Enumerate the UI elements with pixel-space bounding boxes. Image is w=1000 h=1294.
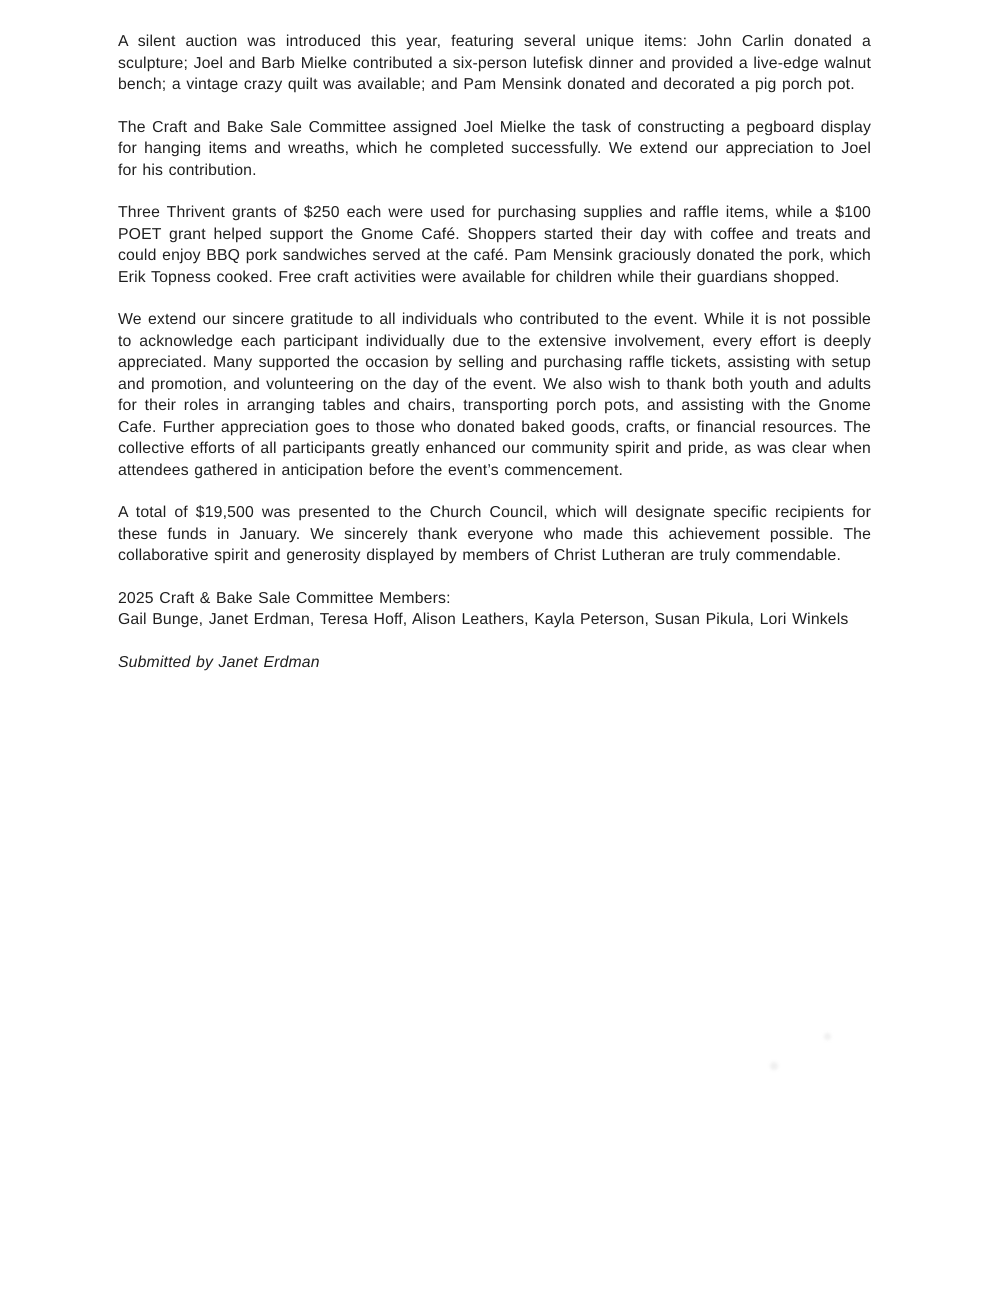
document-body [118,31,871,673]
paragraph-pegboard-display: The Craft and Bake Sale Committee assigned Joel Mielke the task of constructing a pegboard display for hanging items and wreaths, which he completed successfully. We extend our appreciation to Joel for his contribution. [118,118,871,179]
paragraph-grants-cafe: Three Thrivent grants of $250 each were used for purchasing supplies and raffle items, while a $100 POET grant helped support the Gnome Café. Shoppers started their day with coffee and treats and could enjoy BBQ pork sandwiches served at the café. Pam Mensink graciously donated the pork, which Erik Topness cooked. Free craft activities were available for children while their guardians shopped. [118,204,871,286]
submitted-by-line: Submitted by Janet Erdman [118,653,320,671]
scan-artifact [824,1033,831,1040]
scan-artifact [770,1062,778,1070]
paragraph-total-presented: A total of $19,500 was presented to the Church Council, which will designate specific recipients for these funds in January. We sincerely thank everyone who made this achievement possible. The collaborative spirit and generosity displayed by members of Christ Lutheran are truly commendable. [118,504,871,564]
paragraph-silent-auction: A silent auction was introduced this year, featuring several unique items: John Carlin donated a sculpture; Joel and Barb Mielke contributed a six-person lutefisk dinner and provided a live-edge walnut bench; a vintage crazy quilt was available; and Pam Mensink donated and decorated a pig porch pot. [118,33,871,93]
committee-members-heading: 2025 Craft & Bake Sale Committee Members: [118,589,451,607]
paragraph-gratitude: We extend our sincere gratitude to all individuals who contributed to the event. While it is not possible to acknowledge each participant individually due to the extensive involvement, every effort is deeply appreciated. Many supported the occasion by selling and purchasing raffle tickets, assisting with setup and promotion, and volunteering on the day of the event. We also wish to thank both youth and adults for their roles in arranging tables and chairs, transporting porch pots, and assisting with the Gnome Cafe. Further appreciation goes to those who donated baked goods, crafts, or financial resources. The collective efforts of all participants greatly enhanced our community spirit and pride, as was clear when attendees gathered in anticipation before the event’s commencement. [118,311,871,479]
committee-members-list: Gail Bunge, Janet Erdman, Teresa Hoff, Alison Leathers, Kayla Peterson, Susan Pikula, Lori Winkels [118,611,849,628]
